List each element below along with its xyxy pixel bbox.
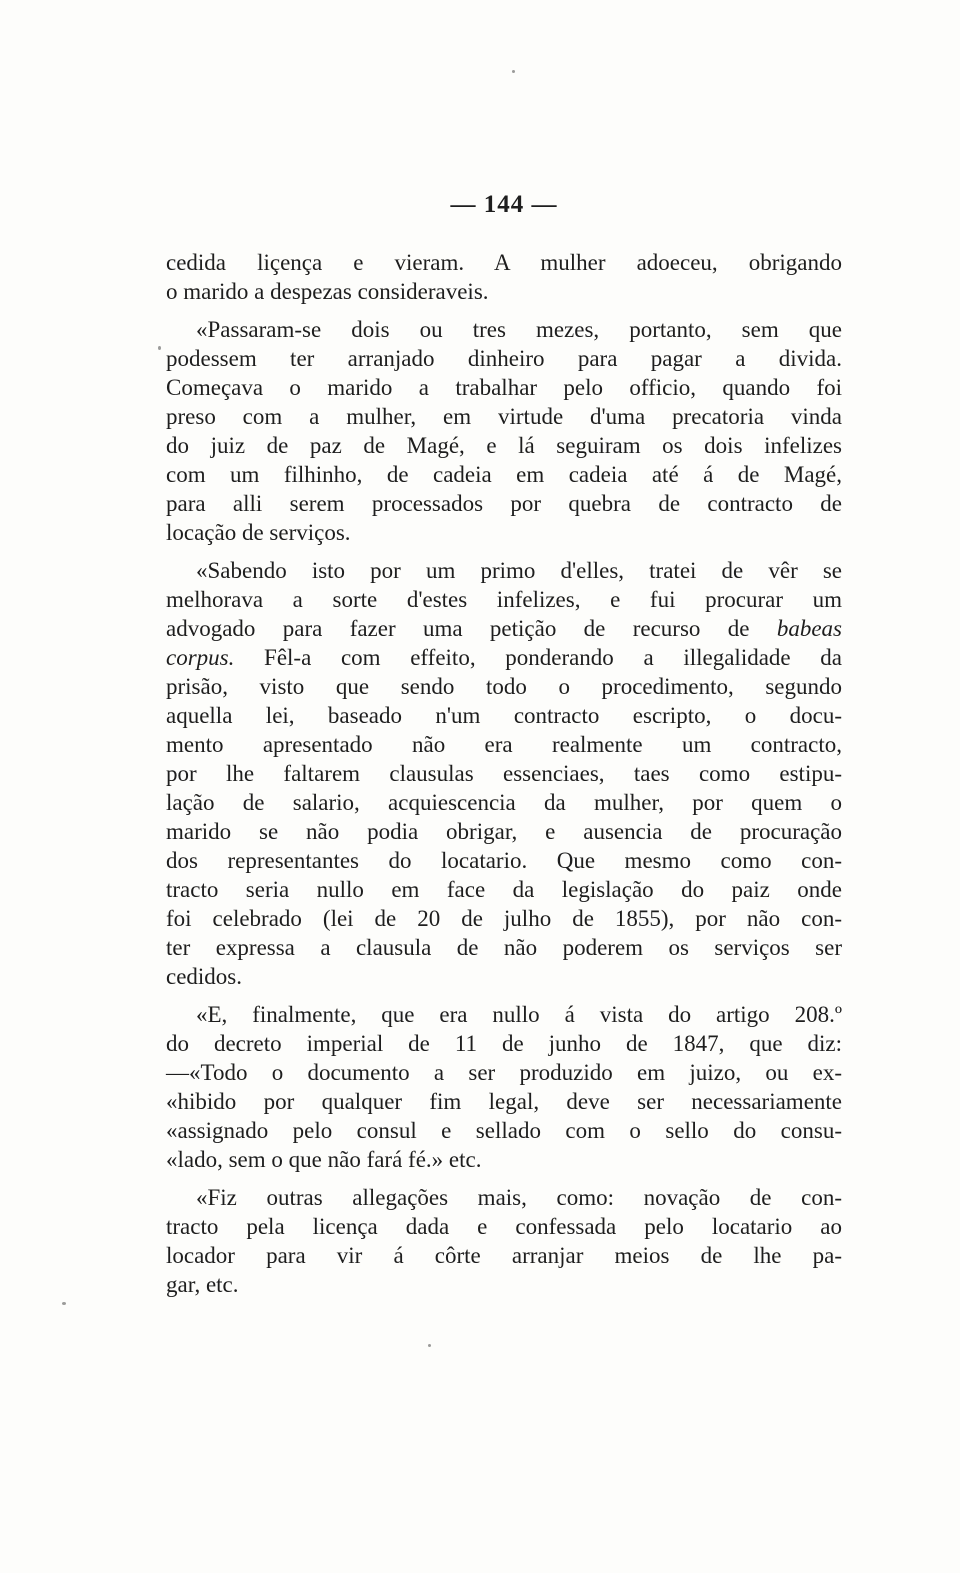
text-line [166, 431, 842, 460]
text-run: «lado, sem o que não fará fé.» etc. [166, 1147, 482, 1172]
scan-speck [428, 1344, 431, 1347]
text-run: advogado para fazer uma petição de recurso de [166, 616, 777, 641]
text-line [166, 1145, 842, 1174]
text-run: aquella lei, baseado n'um contracto escripto, o docu- [166, 703, 842, 728]
text-run: do decreto imperial de 11 de junho de 1847, que diz: [166, 1031, 842, 1056]
text-run: do juiz de paz de Magé, e lá seguiram os dois infelizes [166, 433, 842, 458]
paragraph [166, 1000, 842, 1174]
text-run: cedidos. [166, 964, 243, 989]
text-line [166, 1241, 842, 1270]
text-line [166, 585, 842, 614]
text-line [166, 373, 842, 402]
text-run: «Fiz outras allegações mais, como: novação de con- [196, 1185, 842, 1210]
paragraph [166, 1183, 842, 1299]
text-line [166, 556, 842, 585]
text-run: locador para vir á côrte arranjar meios de lhe pa- [166, 1243, 842, 1268]
text-run: o marido a despezas consideraveis. [166, 279, 489, 304]
text-run: «assignado pelo consul e sellado com o sello do consu- [166, 1118, 842, 1143]
text-run: dos representantes do locatario. Que mesmo como con- [166, 848, 842, 873]
text-line [166, 344, 842, 373]
text-line [166, 875, 842, 904]
text-line [166, 1116, 842, 1145]
text-line [166, 817, 842, 846]
text-run: lação de salario, acquiescencia da mulher, por quem o [166, 790, 842, 815]
text-line [166, 277, 842, 306]
text-run: «Sabendo isto por um primo d'elles, tratei de vêr se [196, 558, 842, 583]
text-run: por lhe faltarem clausulas essenciaes, taes como estipu- [166, 761, 842, 786]
italic-text-run: corpus. [166, 645, 235, 670]
text-run: Fêl-a com effeito, ponderando a illegalidade da [234, 645, 842, 670]
text-run: melhorava a sorte d'estes infelizes, e fui procurar um [166, 587, 842, 612]
text-block [166, 248, 842, 1299]
text-line [166, 248, 842, 277]
text-run: foi celebrado (lei de 20 de julho de 1855), por não con- [166, 906, 842, 931]
text-line [166, 1000, 842, 1029]
text-line [166, 315, 842, 344]
text-line [166, 904, 842, 933]
text-run: tracto pela licença dada e confessada pelo locatario ao [166, 1214, 842, 1239]
text-run: marido se não podia obrigar, e ausencia de procuração [166, 819, 842, 844]
text-line [166, 1183, 842, 1212]
text-run: cedida liçença e vieram. A mulher adoeceu, obrigando [166, 250, 842, 275]
paragraph [166, 315, 842, 547]
text-run: para alli serem processados por quebra de contracto de [166, 491, 842, 516]
text-run: ter expressa a clausula de não poderem os serviços ser [166, 935, 842, 960]
text-run: mento apresentado não era realmente um contracto, [166, 732, 842, 757]
text-run: Começava o marido a trabalhar pelo officio, quando foi [166, 375, 842, 400]
text-line [166, 1058, 842, 1087]
italic-text-run: babeas [776, 616, 842, 641]
paragraph [166, 248, 842, 306]
text-run: podessem ter arranjado dinheiro para pagar a divida. [166, 346, 842, 371]
text-line [166, 1270, 842, 1299]
page-number: — 144 — [450, 191, 558, 218]
text-run: preso com a mulher, em virtude d'uma precatoria vinda [166, 404, 842, 429]
scan-speck [512, 70, 515, 73]
text-line [166, 1212, 842, 1241]
text-run: tracto seria nullo em face da legislação do paiz onde [166, 877, 842, 902]
text-line [166, 730, 842, 759]
text-line [166, 759, 842, 788]
text-line [166, 643, 842, 672]
text-line [166, 1029, 842, 1058]
text-line [166, 489, 842, 518]
text-line [166, 460, 842, 489]
text-line [166, 701, 842, 730]
text-run: —«Todo o documento a ser produzido em juizo, ou ex- [166, 1060, 842, 1085]
text-run: «hibido por qualquer fim legal, deve ser necessariamente [166, 1089, 842, 1114]
text-line [166, 518, 842, 547]
text-line [166, 402, 842, 431]
text-run: locação de serviços. [166, 520, 351, 545]
text-line [166, 962, 842, 991]
text-run: «Passaram-se dois ou tres mezes, portanto, sem que [196, 317, 842, 342]
paragraph [166, 556, 842, 991]
text-line [166, 1087, 842, 1116]
text-line [166, 933, 842, 962]
text-line [166, 788, 842, 817]
text-line [166, 614, 842, 643]
scan-speck [158, 346, 161, 350]
scan-speck [62, 1302, 66, 1305]
text-run: prisão, visto que sendo todo o procedimento, segundo [166, 674, 842, 699]
text-run: com um filhinho, de cadeia em cadeia até á de Magé, [166, 462, 842, 487]
text-run: «E, finalmente, que era nullo á vista do artigo 208.º [196, 1002, 842, 1027]
text-line [166, 846, 842, 875]
text-line [166, 672, 842, 701]
text-run: gar, etc. [166, 1272, 239, 1297]
